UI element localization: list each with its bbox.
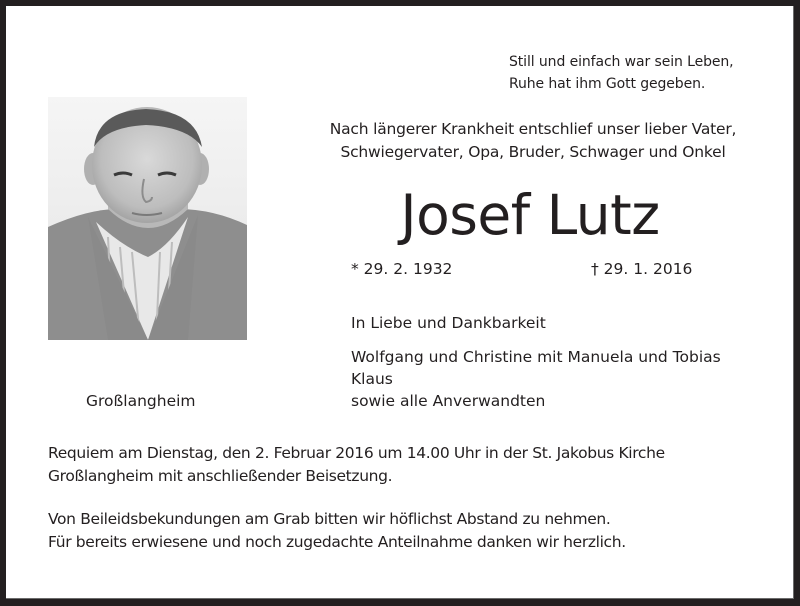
motto-line: Still und einfach war sein Leben, — [509, 54, 734, 70]
portrait-image — [48, 97, 247, 340]
death-date: † 29. 1. 2016 — [591, 260, 693, 278]
mourner-line: Klaus — [351, 370, 393, 388]
motto-line: Ruhe hat ihm Gott gegeben. — [509, 76, 706, 92]
mourner-line: sowie alle Anverwandten — [351, 392, 546, 410]
closing-line: Für bereits erwiesene und noch zugedachte Anteilnahme danken wir herzlich. — [48, 533, 626, 551]
closing-note — [48, 508, 626, 554]
portrait-photo — [48, 97, 247, 340]
motto-verse — [509, 51, 734, 95]
requiem-line: Requiem am Dienstag, den 2. Februar 2016 um 14.00 Uhr in der St. Jakobus Kirche — [48, 444, 665, 462]
intro-line: Schwiegervater, Opa, Bruder, Schwager und Onkel — [340, 143, 726, 161]
requiem-line: Großlangheim mit anschließender Beisetzung. — [48, 467, 393, 485]
mourner-line: Wolfgang und Christine mit Manuela und Tobias — [351, 348, 721, 366]
birth-date: * 29. 2. 1932 — [351, 260, 453, 278]
place-name: Großlangheim — [86, 392, 196, 410]
deceased-name: Josef Lutz — [400, 183, 660, 247]
intro-line: Nach längerer Krankheit entschlief unser lieber Vater, — [329, 120, 737, 138]
intro-text — [298, 118, 768, 164]
mourners-list — [351, 346, 721, 412]
thanks-line: In Liebe und Dankbarkeit — [351, 314, 546, 332]
requiem-info — [48, 442, 665, 488]
closing-line: Von Beileidsbekundungen am Grab bitten wir höflichst Abstand zu nehmen. — [48, 510, 611, 528]
